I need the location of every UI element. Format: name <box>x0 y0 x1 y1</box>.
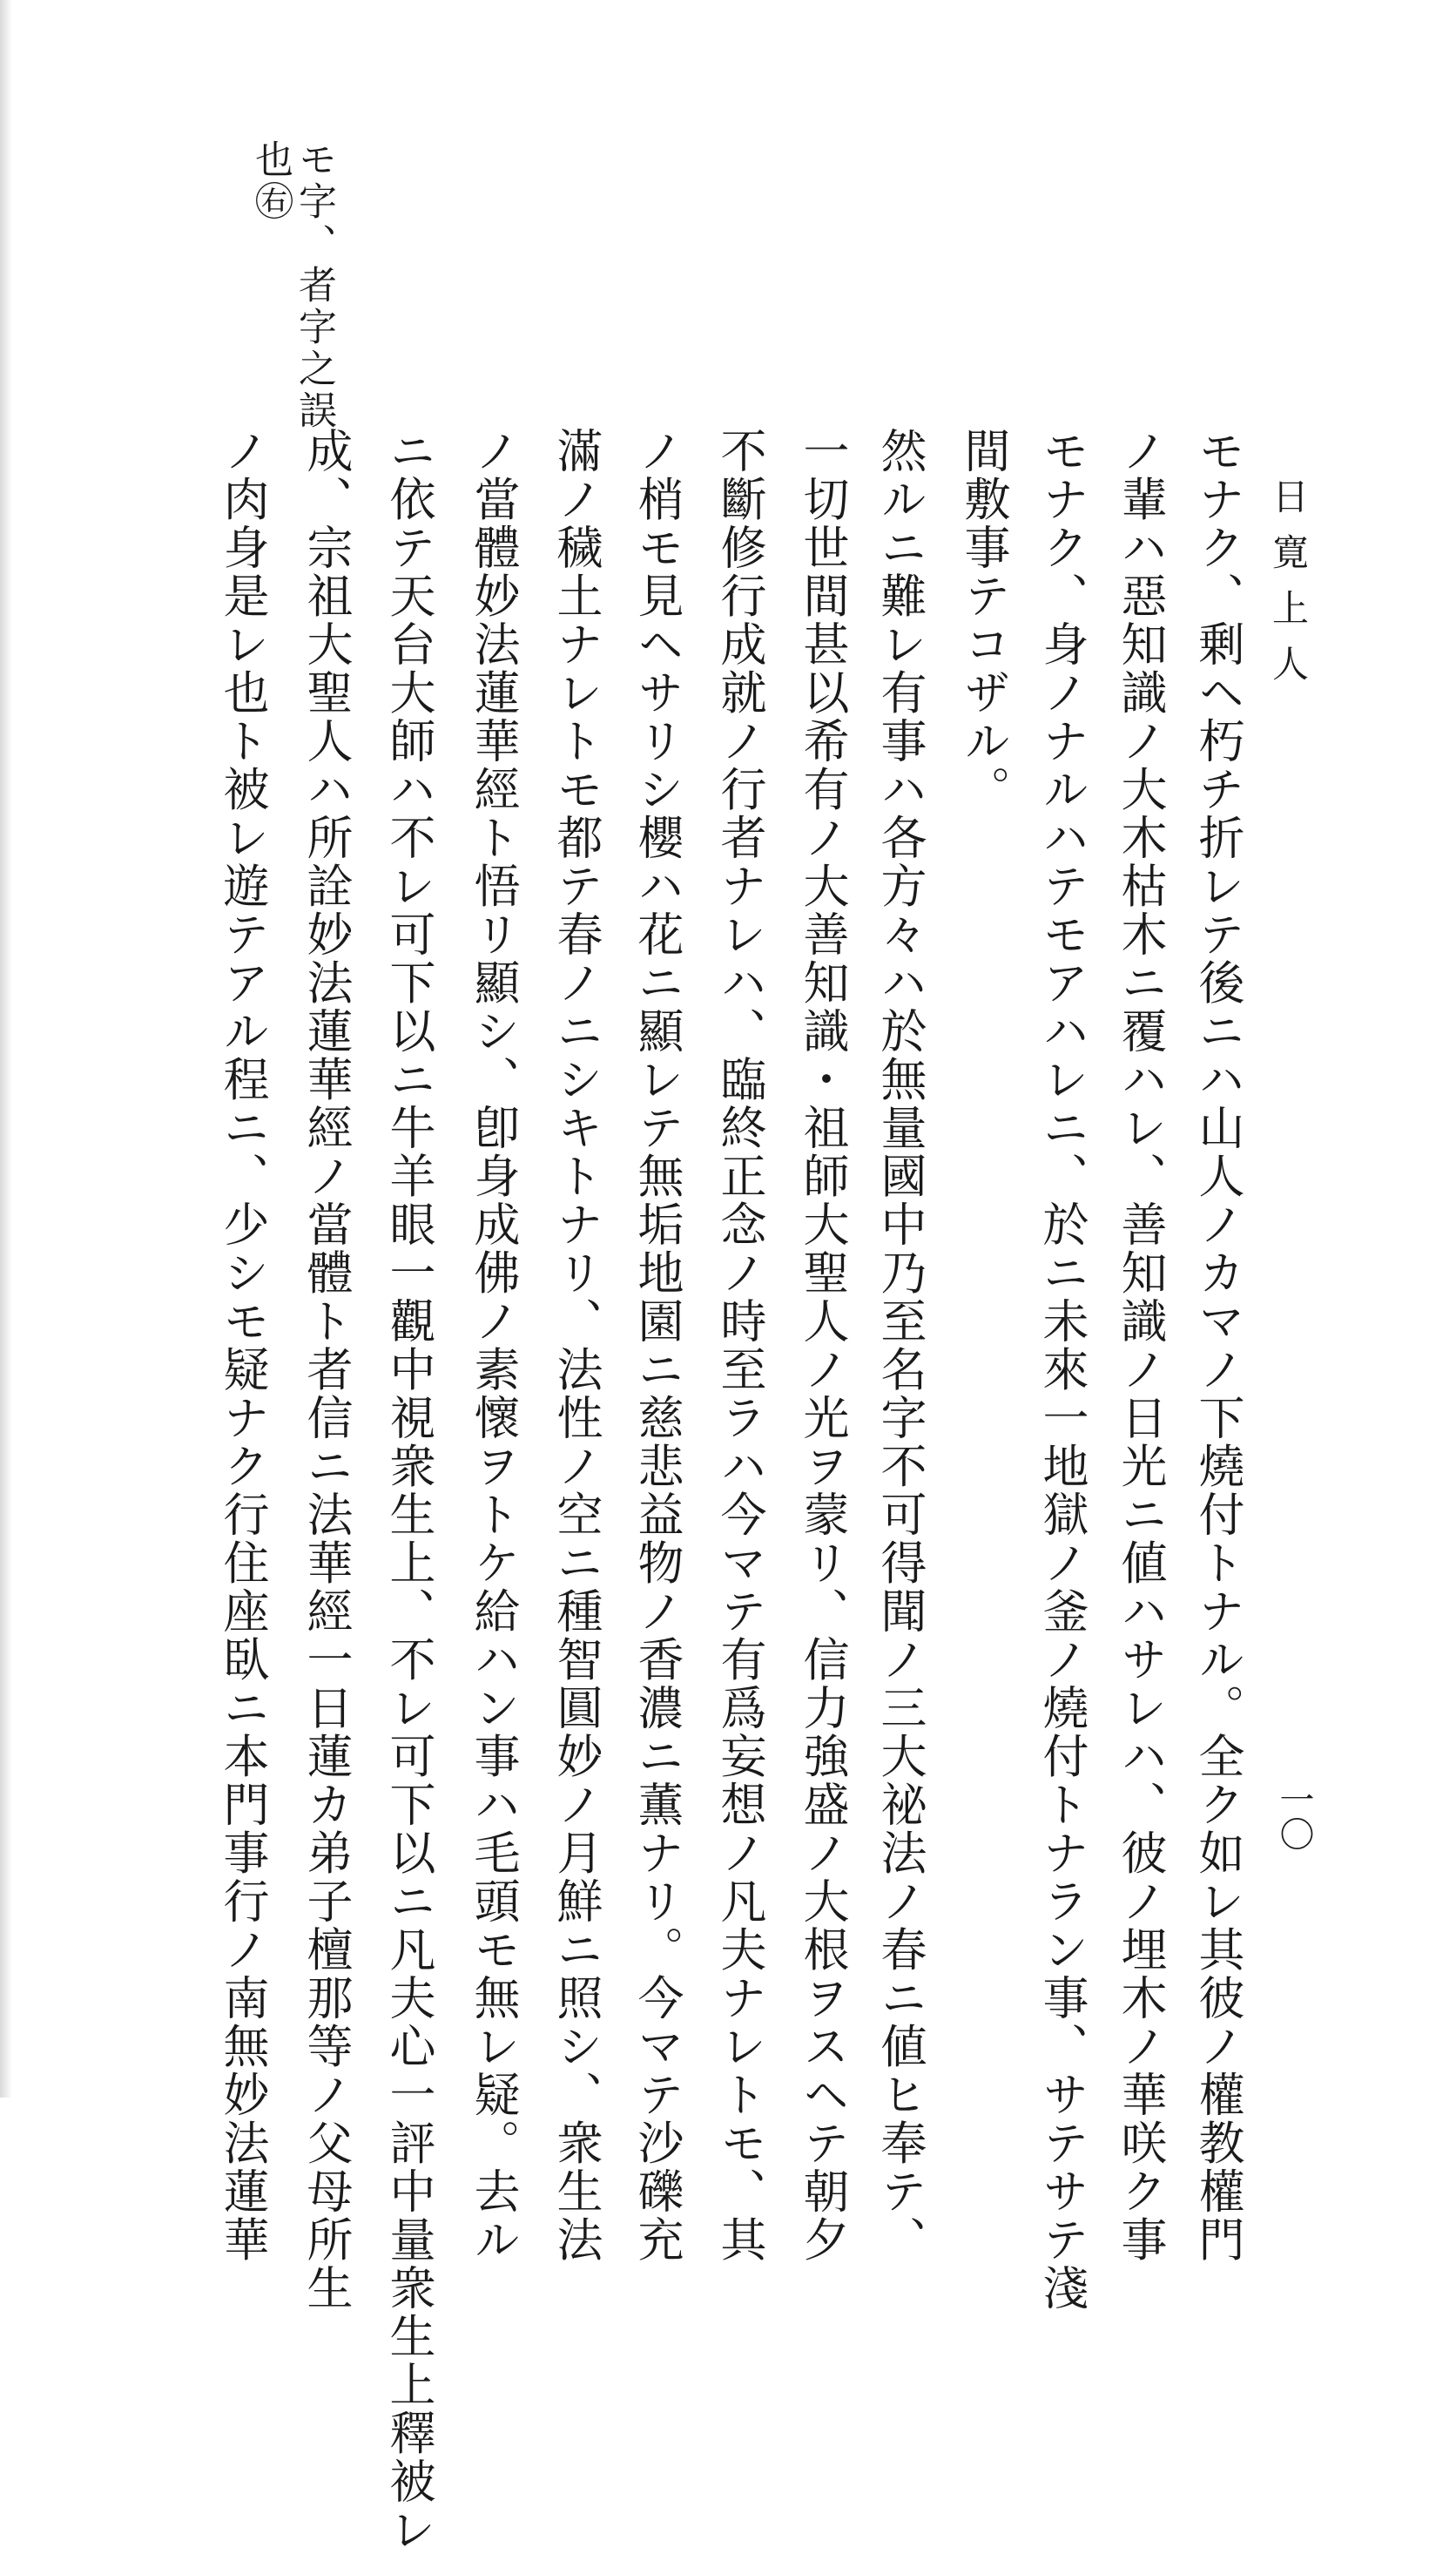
body-line-12: 成、宗祖大聖人ハ所詮妙法蓮華經ノ當體ト者信ニ法華經一日蓮カ弟子檀那等ノ父母所生 <box>300 427 353 2313</box>
body-line-2: ノ輩ハ惡知識ノ大木枯木ニ覆ハレ、善知識ノ日光ニ値ハサレハ、彼ノ埋木ノ華咲ク事 <box>1114 427 1167 2264</box>
body-line-7: 不斷修行成就ノ行者ナレハ、臨終正念ノ時至ラハ今マテ有爲妄想ノ凡夫ナレトモ、其 <box>713 427 766 2264</box>
side-note-line-1: モ字、者字之誤 <box>292 139 336 432</box>
body-line-11: ニ依テ天台大師ハ不レ可下以ニ牛羊眼一觀中視衆生上、不レ可下以ニ凡夫心一評中量衆生上釋被レ <box>382 427 435 2554</box>
body-line-5: 然ルニ難レ有事ハ各方々ハ於無量國中乃至名字不可得聞ノ三大祕法ノ春ニ値ヒ奉テ、 <box>873 427 927 2264</box>
body-line-8: ノ梢モ見ヘサリシ櫻ハ花ニ顯レテ無垢地園ニ慈悲益物ノ香濃ニ薫ナリ。今マテ沙礫充 <box>630 427 684 2264</box>
body-line-13: ノ肉身是レ也ト被レ遊テアル程ニ、少シモ疑ナク行住座臥ニ本門事行ノ南無妙法蓮華 <box>216 427 269 2264</box>
body-line-3: モナク、身ノナルハテモアハレニ、於ニ未來一地獄ノ釜ノ燒付トナラン事、サテサテ淺 <box>1035 427 1089 2313</box>
body-line-10: ノ當體妙法蓮華經ト悟リ顯シ、卽身成佛ノ素懷ヲトケ給ハン事ハ毛頭モ無レ疑。去ル <box>467 427 520 2264</box>
page-number: 一〇 <box>1274 1781 1314 1851</box>
body-line-9: 滿ノ穢土ナレトモ都テ春ノニシキトナリ、法性ノ空ニ種智圓妙ノ月鮮ニ照シ、衆生法 <box>549 427 603 2264</box>
running-title: 日寛上人 <box>1267 477 1310 700</box>
body-line-6: 一切世間甚以希有ノ大善知識・祖師大聖人ノ光ヲ蒙リ、信力強盛ノ大根ヲスヘテ朝夕 <box>796 427 849 2264</box>
body-line-4: 間敷事テコザル。 <box>957 427 1010 814</box>
body-line-1: モナク、剰ヘ朽チ折レテ後ニハ山人ノカマノ下燒付トナル。全ク如レ其彼ノ權教權門 <box>1191 427 1244 2264</box>
side-note-line-2: 也㊨ <box>248 139 293 223</box>
scan-edge-shadow <box>0 0 12 2098</box>
